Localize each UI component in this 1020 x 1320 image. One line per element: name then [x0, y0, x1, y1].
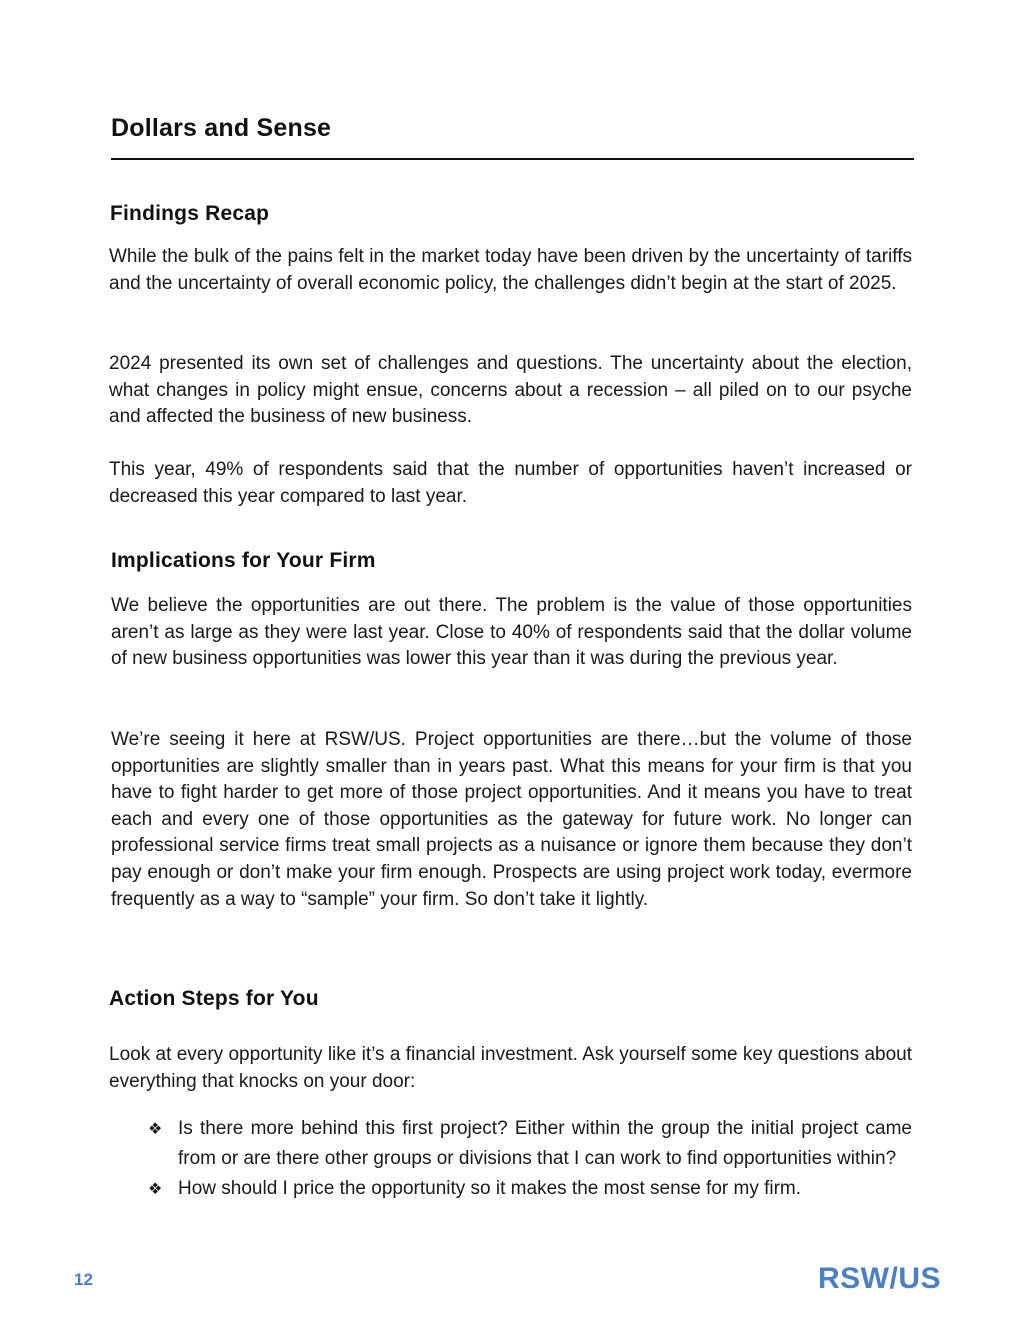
- list-item-text: How should I price the opportunity so it makes the most sense for my firm.: [178, 1178, 802, 1199]
- page-number: 12: [74, 1270, 93, 1289]
- list-item: [148, 1174, 912, 1204]
- list-item: [148, 1114, 912, 1174]
- findings-heading: Findings Recap: [110, 202, 270, 225]
- title-divider: [111, 158, 914, 160]
- page-title: Dollars and Sense: [111, 114, 332, 142]
- diamond-bullet-icon: ❖: [148, 1119, 163, 1138]
- implications-heading: Implications for Your Firm: [111, 549, 376, 572]
- findings-paragraph-1: While the bulk of the pains felt in the market today have been driven by the uncertainty of tariffs and the uncertainty of overall economic policy, the challenges didn’t begin at the start of 2025.: [109, 246, 912, 294]
- findings-paragraph-3: This year, 49% of respondents said that the number of opportunities haven’t increased or decreased this year compared to last year.: [109, 459, 912, 507]
- diamond-bullet-icon: ❖: [148, 1179, 163, 1198]
- implications-paragraph-1: We believe the opportunities are out there. The problem is the value of those opportunities aren’t as large as they were last year. Close to 40% of respondents said that the dollar volume of new business opportunities was lower this year than it was during the previous year.: [111, 595, 912, 670]
- brand-logo: RSW/US: [818, 1262, 941, 1295]
- findings-paragraph-2: 2024 presented its own set of challenges and questions. The uncertainty about the election, what changes in policy might ensue, concerns about a recession – all piled on to our psyche and affected the business of new business.: [109, 353, 912, 428]
- action-steps-intro: Look at every opportunity like it’s a financial investment. Ask yourself some key questions about everything that knocks on your door:: [109, 1044, 912, 1092]
- action-steps-list: [148, 1114, 912, 1204]
- list-item-text: Is there more behind this first project? Either within the group the initial project came from or are there other groups or divisions that I can work to find opportunities within?: [178, 1118, 912, 1169]
- action-steps-heading: Action Steps for You: [109, 987, 319, 1010]
- implications-paragraph-2: We’re seeing it here at RSW/US. Project opportunities are there…but the volume of those opportunities are slightly smaller than in years past. What this means for your firm is that you have to fight harder to get more of those project opportunities. And it means you have to treat each and every one of those opportunities as the gateway for future work. No longer can professional service firms treat small projects as a nuisance or ignore them because they don’t pay enough or don’t make your firm enough. Prospects are using project work today, evermore frequently as a way to “sample” your firm. So don’t take it lightly.: [111, 729, 912, 910]
